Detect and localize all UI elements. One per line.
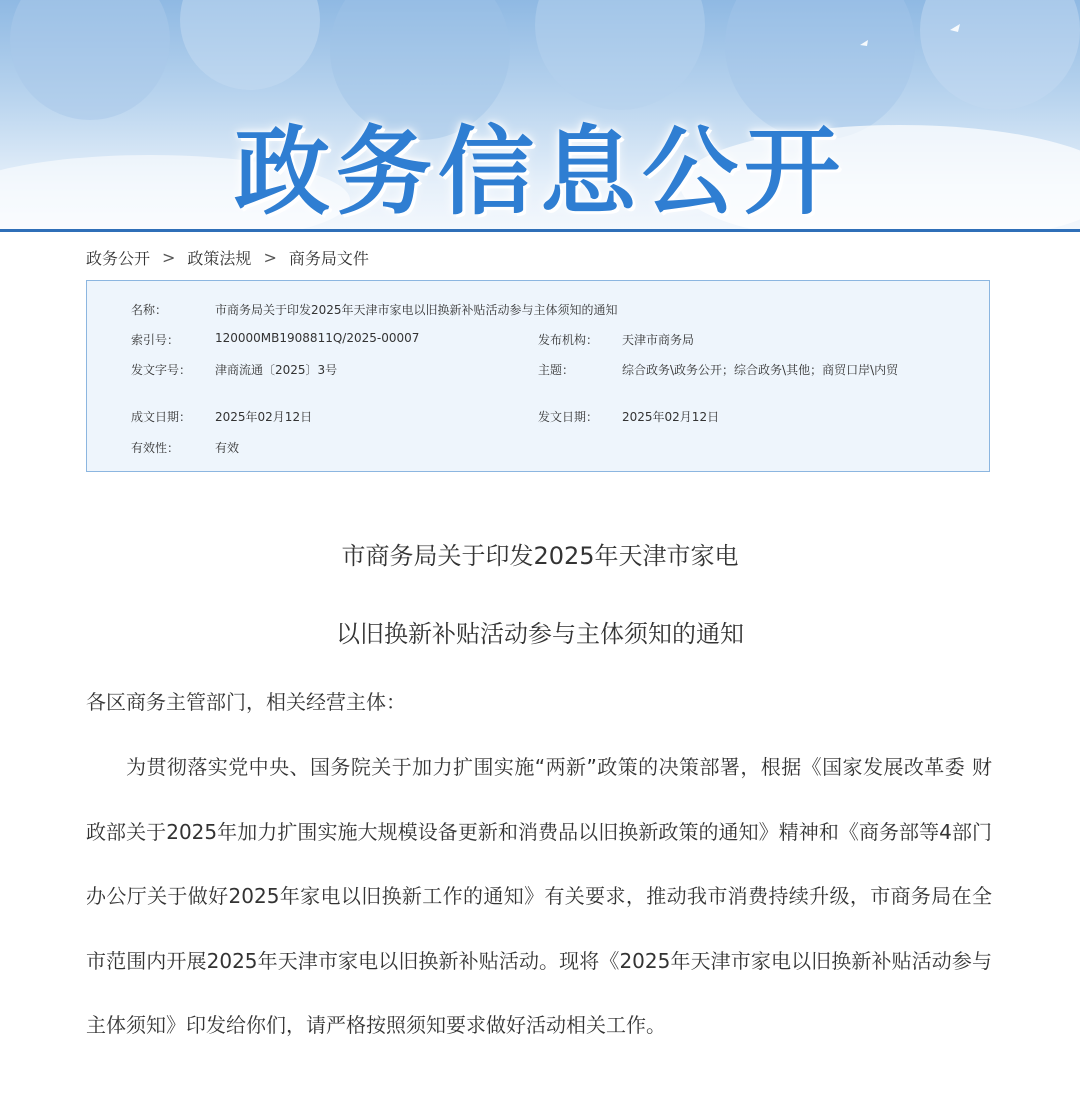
breadcrumb-item-gov-affairs[interactable]: 政务公开 [86, 249, 151, 268]
meta-topic-value: 综合政务\政务公开；综合政务\其他；商贸口岸\内贸 [622, 363, 899, 377]
meta-doc-number-label: 发文字号： [131, 363, 192, 377]
banner-divider [0, 229, 1080, 232]
meta-published-value: 2025年02月12日 [622, 410, 720, 424]
meta-doc-number-value: 津商流通〔2025〕3号 [215, 363, 338, 377]
meta-name-label: 名称： [131, 303, 168, 317]
meta-row-published-date [538, 408, 719, 425]
banner-title: 政务信息公开 [234, 116, 846, 228]
meta-row-validity [131, 439, 239, 456]
meta-issuer-label: 发布机构： [538, 333, 599, 347]
meta-row-doc-number [131, 361, 337, 378]
meta-validity-value: 有效 [215, 441, 240, 455]
article-title-line-1: 市商务局关于印发2025年天津市家电 [341, 542, 739, 570]
breadcrumb-item-bureau-docs[interactable]: 商务局文件 [288, 249, 369, 268]
meta-row-created-date [131, 408, 312, 425]
article-salutation: 各区商务主管部门，相关经营主体： [86, 690, 406, 714]
document-metadata-box [86, 280, 990, 472]
banner [0, 0, 1080, 232]
meta-published-label: 发文日期： [538, 410, 599, 424]
breadcrumb-separator: > [162, 248, 176, 267]
meta-name-value: 市商务局关于印发2025年天津市家电以旧换新补贴活动参与主体须知的通知 [215, 303, 618, 317]
breadcrumb [86, 246, 369, 269]
breadcrumb-item-policy[interactable]: 政策法规 [187, 249, 252, 268]
meta-topic-label: 主题： [538, 363, 575, 377]
article-title-line-2: 以旧换新补贴活动参与主体须知的通知 [336, 620, 744, 648]
meta-row-issuer [538, 331, 694, 348]
meta-validity-label: 有效性： [131, 441, 180, 455]
meta-row-index [131, 331, 419, 348]
meta-row-topic [538, 361, 907, 379]
meta-row-name [131, 301, 618, 318]
meta-created-label: 成文日期： [131, 410, 192, 424]
meta-created-value: 2025年02月12日 [215, 410, 313, 424]
meta-issuer-value: 天津市商务局 [622, 333, 695, 347]
meta-index-label: 索引号： [131, 333, 180, 347]
article-body-paragraph: 为贯彻落实党中央、国务院关于加力扩围实施“两新”政策的决策部署，根据《国家发展改革委 财政部关于2025年加力扩围实施大规模设备更新和消费品以旧换新政策的通知》精神和《商务部等4部门办公厅关于做好2025年家电以旧换新工作的通知》有关要求，推动我市消费持续升级，市商务局在全市范围内开展2025年天津市家电以旧换新补贴活动。现将《2025年天津市家电以旧换新补贴活动参与主体须知》印发给你们，请严格按照须知要求做好活动相关工作。 [86, 755, 992, 1038]
meta-index-value: 120000MB1908811Q/2025-00007 [215, 331, 420, 345]
breadcrumb-separator: > [263, 248, 277, 267]
